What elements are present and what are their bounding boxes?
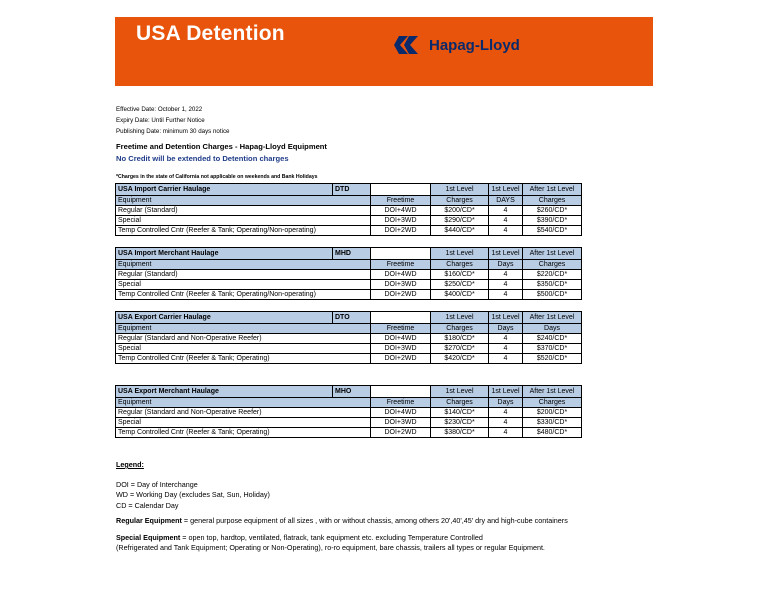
charge-cell: $200/CD*	[431, 206, 489, 216]
freetime-cell: DOI+2WD	[371, 226, 431, 236]
charge-cell: $400/CD*	[431, 290, 489, 300]
california-note: *Charges in the state of California not applicable on weekends and Bank Holidays	[116, 174, 318, 180]
equipment-header: Equipment	[116, 196, 371, 206]
charge-cell: $380/CD*	[431, 428, 489, 438]
charges-header: Charges	[431, 196, 489, 206]
document-dates	[116, 104, 230, 137]
freetime-cell: DOI+4WD	[371, 408, 431, 418]
page-title: USA Detention	[136, 22, 285, 45]
days-cell: 4	[489, 216, 523, 226]
freetime-cell: DOI+4WD	[371, 206, 431, 216]
equipment-header: Equipment	[116, 398, 371, 408]
after-level-header: After 1st Level	[523, 312, 582, 324]
table-row	[116, 280, 582, 290]
equipment-cell: Regular (Standard and Non-Operative Reefer)	[116, 334, 371, 344]
rate-table-export-merchant	[115, 385, 582, 438]
table-code: DTD	[333, 184, 371, 196]
table-row	[116, 418, 582, 428]
freetime-cell: DOI+2WD	[371, 428, 431, 438]
days-cell: 4	[489, 206, 523, 216]
freetime-cell: DOI+3WD	[371, 216, 431, 226]
freetime-cell: DOI+3WD	[371, 344, 431, 354]
brand-name: Hapag-Lloyd	[429, 36, 520, 54]
level1-days-header: 1st Level	[489, 312, 523, 324]
table-row	[116, 344, 582, 354]
charge-cell: $180/CD*	[431, 334, 489, 344]
hapag-lloyd-logo-icon	[393, 35, 423, 55]
special-equipment-text: = open top, hardtop, ventilated, flatrack, tank equipment etc. excluding Temperature Controlled	[180, 532, 483, 542]
table-title-row	[116, 312, 582, 324]
equipment-cell: Special	[116, 280, 371, 290]
days-cell: 4	[489, 334, 523, 344]
equipment-cell: Special	[116, 216, 371, 226]
blank-cell	[371, 184, 431, 196]
table-code: DTO	[333, 312, 371, 324]
after-charge-cell: $540/CD*	[523, 226, 582, 236]
freetime-header: Freetime	[371, 260, 431, 270]
days-cell: 4	[489, 418, 523, 428]
table-title-row	[116, 386, 582, 398]
equipment-cell: Special	[116, 418, 371, 428]
freetime-header: Freetime	[371, 324, 431, 334]
expiry-date: Expiry Date: Until Further Notice	[116, 117, 205, 124]
regular-equipment-definition	[116, 516, 568, 527]
table-title-row	[116, 248, 582, 260]
legend-cd: CD = Calendar Day	[116, 500, 179, 510]
freetime-cell: DOI+4WD	[371, 270, 431, 280]
after-charge-cell: $390/CD*	[523, 216, 582, 226]
special-equipment-text-continued: (Refrigerated and Tank Equipment; Operating or Non-Operating), ro-ro equipment, bare chassis, trailers all types or regular Equipment.	[116, 543, 545, 552]
regular-equipment-label: Regular Equipment	[116, 516, 182, 525]
charges-header: Charges	[431, 260, 489, 270]
column-header-row	[116, 196, 582, 206]
charge-cell: $250/CD*	[431, 280, 489, 290]
after-charge-cell: $480/CD*	[523, 428, 582, 438]
after-charge-cell: $520/CD*	[523, 354, 582, 364]
equipment-cell: Temp Controlled Cntr (Reefer & Tank; Operating)	[116, 354, 371, 364]
days-cell: 4	[489, 226, 523, 236]
charge-cell: $290/CD*	[431, 216, 489, 226]
brand-logo	[393, 35, 520, 55]
after-charge-cell: $200/CD*	[523, 408, 582, 418]
freetime-header: Freetime	[371, 196, 431, 206]
regular-equipment-text: = general purpose equipment of all sizes , with or without chassis, among others 20',40',45' dry and high-cube containers	[181, 516, 568, 525]
equipment-cell: Regular (Standard)	[116, 270, 371, 280]
after-charges-header: Days	[523, 324, 582, 334]
charge-cell: $230/CD*	[431, 418, 489, 428]
after-charges-header: Charges	[523, 260, 582, 270]
after-charge-cell: $240/CD*	[523, 334, 582, 344]
freetime-cell: DOI+2WD	[371, 290, 431, 300]
table-row	[116, 270, 582, 280]
equipment-cell: Regular (Standard)	[116, 206, 371, 216]
legend-title: Legend:	[116, 460, 144, 469]
level1-days-header: 1st Level	[489, 386, 523, 398]
days-header: Days	[489, 398, 523, 408]
equipment-cell: Special	[116, 344, 371, 354]
freetime-cell: DOI+2WD	[371, 354, 431, 364]
after-charge-cell: $220/CD*	[523, 270, 582, 280]
days-cell: 4	[489, 290, 523, 300]
charge-cell: $440/CD*	[431, 226, 489, 236]
legend-doi: DOI = Day of Interchange	[116, 479, 198, 489]
freetime-cell: DOI+3WD	[371, 280, 431, 290]
table-name: USA Export Merchant Haulage	[116, 386, 333, 398]
equipment-header: Equipment	[116, 324, 371, 334]
table-name: USA Import Merchant Haulage	[116, 248, 333, 260]
rate-table-import-carrier	[115, 183, 582, 236]
equipment-cell: Temp Controlled Cntr (Reefer & Tank; Operating/Non-operating)	[116, 226, 371, 236]
charges-header: Charges	[431, 324, 489, 334]
column-header-row	[116, 398, 582, 408]
table-title-row	[116, 184, 582, 196]
days-cell: 4	[489, 354, 523, 364]
freetime-header: Freetime	[371, 398, 431, 408]
days-header: Days	[489, 324, 523, 334]
after-charge-cell: $370/CD*	[523, 344, 582, 354]
days-cell: 4	[489, 344, 523, 354]
table-code: MHD	[333, 248, 371, 260]
level1-header: 1st Level	[431, 312, 489, 324]
column-header-row	[116, 324, 582, 334]
equipment-cell: Temp Controlled Cntr (Reefer & Tank; Operating)	[116, 428, 371, 438]
level1-days-header: 1st Level	[489, 184, 523, 196]
table-row	[116, 428, 582, 438]
freetime-cell: DOI+4WD	[371, 334, 431, 344]
table-row	[116, 206, 582, 216]
rate-table-export-carrier	[115, 311, 582, 364]
blank-cell	[371, 248, 431, 260]
after-charges-header: Charges	[523, 196, 582, 206]
charge-cell: $140/CD*	[431, 408, 489, 418]
days-header: Days	[489, 260, 523, 270]
after-charge-cell: $500/CD*	[523, 290, 582, 300]
level1-header: 1st Level	[431, 248, 489, 260]
level1-header: 1st Level	[431, 184, 489, 196]
equipment-cell: Regular (Standard and Non-Operative Reefer)	[116, 408, 371, 418]
after-level-header: After 1st Level	[523, 184, 582, 196]
rate-table-import-merchant	[115, 247, 582, 300]
days-cell: 4	[489, 270, 523, 280]
table-name: USA Import Carrier Haulage	[116, 184, 333, 196]
days-header: DAYS	[489, 196, 523, 206]
equipment-header: Equipment	[116, 260, 371, 270]
charge-cell: $160/CD*	[431, 270, 489, 280]
blank-cell	[371, 312, 431, 324]
special-equipment-label: Special Equipment	[116, 532, 181, 542]
days-cell: 4	[489, 428, 523, 438]
charges-header: Charges	[431, 398, 489, 408]
after-level-header: After 1st Level	[523, 248, 582, 260]
table-row	[116, 354, 582, 364]
legend-wd: WD = Working Day (excludes Sat, Sun, Holiday)	[116, 490, 270, 499]
equipment-cell: Temp Controlled Cntr (Reefer & Tank; Operating/Non-operating)	[116, 290, 371, 300]
column-header-row	[116, 260, 582, 270]
blank-cell	[371, 386, 431, 398]
table-code: MHO	[333, 386, 371, 398]
after-level-header: After 1st Level	[523, 386, 582, 398]
freetime-cell: DOI+3WD	[371, 418, 431, 428]
table-row	[116, 334, 582, 344]
charge-cell: $420/CD*	[431, 354, 489, 364]
after-charge-cell: $330/CD*	[523, 418, 582, 428]
after-charges-header: Charges	[523, 398, 582, 408]
special-equipment-definition	[116, 533, 568, 544]
days-cell: 4	[489, 408, 523, 418]
table-row	[116, 408, 582, 418]
level1-days-header: 1st Level	[489, 248, 523, 260]
table-row	[116, 290, 582, 300]
section-title: Freetime and Detention Charges - Hapag-Lloyd Equipment	[116, 142, 327, 151]
level1-header: 1st Level	[431, 386, 489, 398]
section-heading	[116, 141, 327, 165]
section-subtitle: No Credit will be extended to Detention charges	[116, 154, 289, 163]
table-row	[116, 216, 582, 226]
effective-date: Effective Date: October 1, 2022	[116, 106, 203, 113]
after-charge-cell: $350/CD*	[523, 280, 582, 290]
table-row	[116, 226, 582, 236]
publishing-date: Publishing Date: minimum 30 days notice	[116, 128, 230, 135]
after-charge-cell: $260/CD*	[523, 206, 582, 216]
charge-cell: $270/CD*	[431, 344, 489, 354]
table-name: USA Export Carrier Haulage	[116, 312, 333, 324]
legend	[116, 460, 568, 554]
days-cell: 4	[489, 280, 523, 290]
